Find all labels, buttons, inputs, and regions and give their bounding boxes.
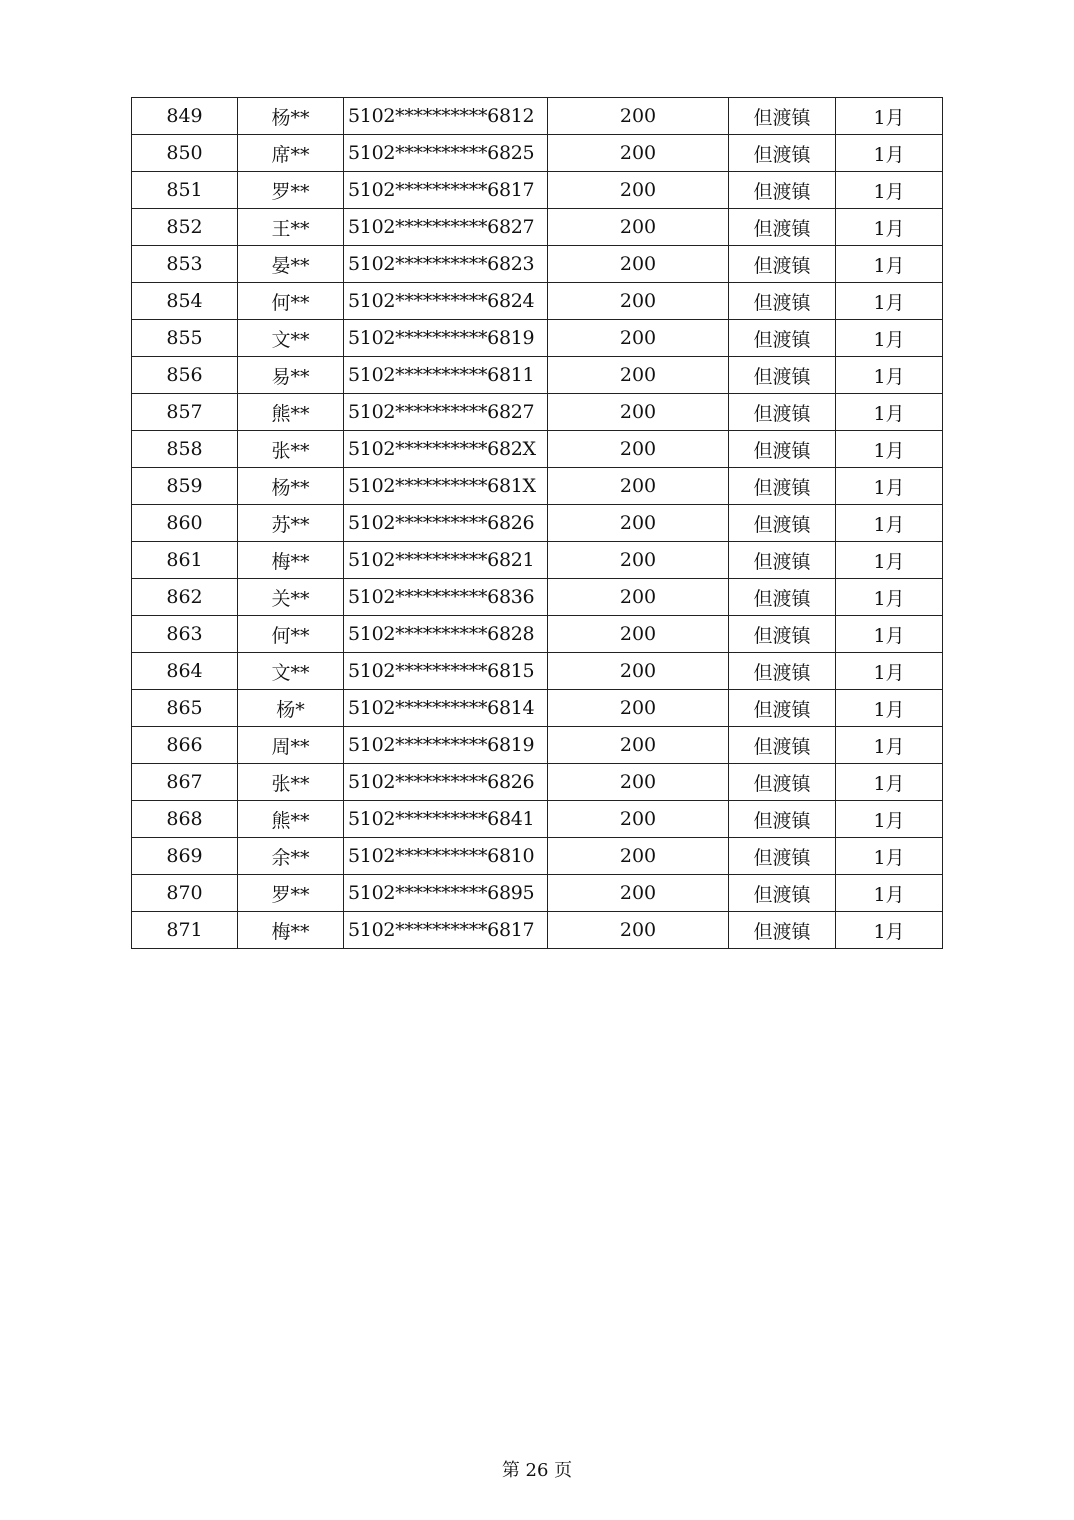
id-number-cell: 5102**********6821 bbox=[344, 542, 548, 579]
month-cell: 1月 bbox=[836, 801, 943, 838]
table-row bbox=[132, 135, 943, 172]
name-cell: 苏** bbox=[238, 505, 344, 542]
name-cell: 张** bbox=[238, 431, 344, 468]
amount-cell: 200 bbox=[548, 912, 729, 949]
id-number-cell: 5102**********6814 bbox=[344, 690, 548, 727]
name-cell: 何** bbox=[238, 616, 344, 653]
month-cell: 1月 bbox=[836, 838, 943, 875]
name-cell: 周** bbox=[238, 727, 344, 764]
town-cell: 但渡镇 bbox=[729, 690, 836, 727]
table-row bbox=[132, 875, 943, 912]
town-cell: 但渡镇 bbox=[729, 468, 836, 505]
row-number-cell: 858 bbox=[132, 431, 238, 468]
amount-cell: 200 bbox=[548, 690, 729, 727]
month-cell: 1月 bbox=[836, 542, 943, 579]
id-number-cell: 5102**********6812 bbox=[344, 98, 548, 135]
town-cell: 但渡镇 bbox=[729, 912, 836, 949]
month-cell: 1月 bbox=[836, 394, 943, 431]
town-cell: 但渡镇 bbox=[729, 135, 836, 172]
name-cell: 关** bbox=[238, 579, 344, 616]
name-cell: 张** bbox=[238, 764, 344, 801]
month-cell: 1月 bbox=[836, 246, 943, 283]
id-number-cell: 5102**********6826 bbox=[344, 505, 548, 542]
row-number-cell: 863 bbox=[132, 616, 238, 653]
row-number-cell: 865 bbox=[132, 690, 238, 727]
amount-cell: 200 bbox=[548, 431, 729, 468]
table-row bbox=[132, 616, 943, 653]
id-number-cell: 5102**********681X bbox=[344, 468, 548, 505]
name-cell: 梅** bbox=[238, 912, 344, 949]
row-number-cell: 861 bbox=[132, 542, 238, 579]
row-number-cell: 866 bbox=[132, 727, 238, 764]
town-cell: 但渡镇 bbox=[729, 505, 836, 542]
month-cell: 1月 bbox=[836, 357, 943, 394]
id-number-cell: 5102**********6827 bbox=[344, 394, 548, 431]
table-row bbox=[132, 357, 943, 394]
id-number-cell: 5102**********6895 bbox=[344, 875, 548, 912]
name-cell: 易** bbox=[238, 357, 344, 394]
page-number: 第 26 页 bbox=[501, 1460, 573, 1481]
month-cell: 1月 bbox=[836, 616, 943, 653]
id-number-cell: 5102**********6819 bbox=[344, 320, 548, 357]
amount-cell: 200 bbox=[548, 875, 729, 912]
table-row bbox=[132, 542, 943, 579]
table-row bbox=[132, 98, 943, 135]
id-number-cell: 5102**********6828 bbox=[344, 616, 548, 653]
month-cell: 1月 bbox=[836, 505, 943, 542]
amount-cell: 200 bbox=[548, 838, 729, 875]
town-cell: 但渡镇 bbox=[729, 246, 836, 283]
table-row bbox=[132, 764, 943, 801]
id-number-cell: 5102**********682X bbox=[344, 431, 548, 468]
month-cell: 1月 bbox=[836, 98, 943, 135]
id-number-cell: 5102**********6819 bbox=[344, 727, 548, 764]
town-cell: 但渡镇 bbox=[729, 209, 836, 246]
month-cell: 1月 bbox=[836, 431, 943, 468]
name-cell: 文** bbox=[238, 320, 344, 357]
amount-cell: 200 bbox=[548, 98, 729, 135]
town-cell: 但渡镇 bbox=[729, 320, 836, 357]
amount-cell: 200 bbox=[548, 320, 729, 357]
month-cell: 1月 bbox=[836, 209, 943, 246]
town-cell: 但渡镇 bbox=[729, 875, 836, 912]
amount-cell: 200 bbox=[548, 764, 729, 801]
amount-cell: 200 bbox=[548, 283, 729, 320]
id-number-cell: 5102**********6841 bbox=[344, 801, 548, 838]
table-row bbox=[132, 209, 943, 246]
row-number-cell: 864 bbox=[132, 653, 238, 690]
table-row bbox=[132, 690, 943, 727]
id-number-cell: 5102**********6810 bbox=[344, 838, 548, 875]
amount-cell: 200 bbox=[548, 542, 729, 579]
name-cell: 杨* bbox=[238, 690, 344, 727]
month-cell: 1月 bbox=[836, 653, 943, 690]
amount-cell: 200 bbox=[548, 209, 729, 246]
row-number-cell: 854 bbox=[132, 283, 238, 320]
row-number-cell: 852 bbox=[132, 209, 238, 246]
amount-cell: 200 bbox=[548, 468, 729, 505]
table-row bbox=[132, 727, 943, 764]
amount-cell: 200 bbox=[548, 505, 729, 542]
town-cell: 但渡镇 bbox=[729, 579, 836, 616]
row-number-cell: 855 bbox=[132, 320, 238, 357]
id-number-cell: 5102**********6817 bbox=[344, 912, 548, 949]
month-cell: 1月 bbox=[836, 579, 943, 616]
name-cell: 何** bbox=[238, 283, 344, 320]
id-number-cell: 5102**********6811 bbox=[344, 357, 548, 394]
row-number-cell: 859 bbox=[132, 468, 238, 505]
id-number-cell: 5102**********6825 bbox=[344, 135, 548, 172]
name-cell: 杨** bbox=[238, 98, 344, 135]
name-cell: 席** bbox=[238, 135, 344, 172]
month-cell: 1月 bbox=[836, 912, 943, 949]
row-number-cell: 857 bbox=[132, 394, 238, 431]
id-number-cell: 5102**********6826 bbox=[344, 764, 548, 801]
month-cell: 1月 bbox=[836, 320, 943, 357]
row-number-cell: 869 bbox=[132, 838, 238, 875]
name-cell: 王** bbox=[238, 209, 344, 246]
amount-cell: 200 bbox=[548, 246, 729, 283]
name-cell: 晏** bbox=[238, 246, 344, 283]
amount-cell: 200 bbox=[548, 135, 729, 172]
town-cell: 但渡镇 bbox=[729, 616, 836, 653]
row-number-cell: 862 bbox=[132, 579, 238, 616]
month-cell: 1月 bbox=[836, 875, 943, 912]
amount-cell: 200 bbox=[548, 394, 729, 431]
amount-cell: 200 bbox=[548, 616, 729, 653]
town-cell: 但渡镇 bbox=[729, 172, 836, 209]
name-cell: 文** bbox=[238, 653, 344, 690]
row-number-cell: 851 bbox=[132, 172, 238, 209]
table-row bbox=[132, 505, 943, 542]
month-cell: 1月 bbox=[836, 727, 943, 764]
id-number-cell: 5102**********6824 bbox=[344, 283, 548, 320]
name-cell: 熊** bbox=[238, 394, 344, 431]
roster-table bbox=[131, 97, 943, 949]
amount-cell: 200 bbox=[548, 653, 729, 690]
month-cell: 1月 bbox=[836, 172, 943, 209]
amount-cell: 200 bbox=[548, 727, 729, 764]
amount-cell: 200 bbox=[548, 172, 729, 209]
id-number-cell: 5102**********6836 bbox=[344, 579, 548, 616]
name-cell: 罗** bbox=[238, 875, 344, 912]
id-number-cell: 5102**********6827 bbox=[344, 209, 548, 246]
row-number-cell: 870 bbox=[132, 875, 238, 912]
table-row bbox=[132, 283, 943, 320]
town-cell: 但渡镇 bbox=[729, 357, 836, 394]
table-row bbox=[132, 172, 943, 209]
name-cell: 梅** bbox=[238, 542, 344, 579]
roster-table-body bbox=[132, 98, 943, 949]
town-cell: 但渡镇 bbox=[729, 801, 836, 838]
town-cell: 但渡镇 bbox=[729, 98, 836, 135]
id-number-cell: 5102**********6823 bbox=[344, 246, 548, 283]
table-row bbox=[132, 320, 943, 357]
amount-cell: 200 bbox=[548, 579, 729, 616]
town-cell: 但渡镇 bbox=[729, 838, 836, 875]
town-cell: 但渡镇 bbox=[729, 653, 836, 690]
table-row bbox=[132, 394, 943, 431]
amount-cell: 200 bbox=[548, 801, 729, 838]
row-number-cell: 856 bbox=[132, 357, 238, 394]
id-number-cell: 5102**********6815 bbox=[344, 653, 548, 690]
row-number-cell: 853 bbox=[132, 246, 238, 283]
row-number-cell: 867 bbox=[132, 764, 238, 801]
table-row bbox=[132, 912, 943, 949]
table-row bbox=[132, 653, 943, 690]
month-cell: 1月 bbox=[836, 468, 943, 505]
table-row bbox=[132, 246, 943, 283]
row-number-cell: 871 bbox=[132, 912, 238, 949]
month-cell: 1月 bbox=[836, 135, 943, 172]
row-number-cell: 850 bbox=[132, 135, 238, 172]
town-cell: 但渡镇 bbox=[729, 431, 836, 468]
table-row bbox=[132, 801, 943, 838]
row-number-cell: 860 bbox=[132, 505, 238, 542]
name-cell: 余** bbox=[238, 838, 344, 875]
id-number-cell: 5102**********6817 bbox=[344, 172, 548, 209]
amount-cell: 200 bbox=[548, 357, 729, 394]
table-row bbox=[132, 431, 943, 468]
town-cell: 但渡镇 bbox=[729, 764, 836, 801]
month-cell: 1月 bbox=[836, 283, 943, 320]
table-row bbox=[132, 468, 943, 505]
town-cell: 但渡镇 bbox=[729, 283, 836, 320]
town-cell: 但渡镇 bbox=[729, 542, 836, 579]
month-cell: 1月 bbox=[836, 690, 943, 727]
month-cell: 1月 bbox=[836, 764, 943, 801]
name-cell: 罗** bbox=[238, 172, 344, 209]
name-cell: 熊** bbox=[238, 801, 344, 838]
name-cell: 杨** bbox=[238, 468, 344, 505]
table-row bbox=[132, 838, 943, 875]
table-row bbox=[132, 579, 943, 616]
row-number-cell: 849 bbox=[132, 98, 238, 135]
town-cell: 但渡镇 bbox=[729, 394, 836, 431]
town-cell: 但渡镇 bbox=[729, 727, 836, 764]
row-number-cell: 868 bbox=[132, 801, 238, 838]
